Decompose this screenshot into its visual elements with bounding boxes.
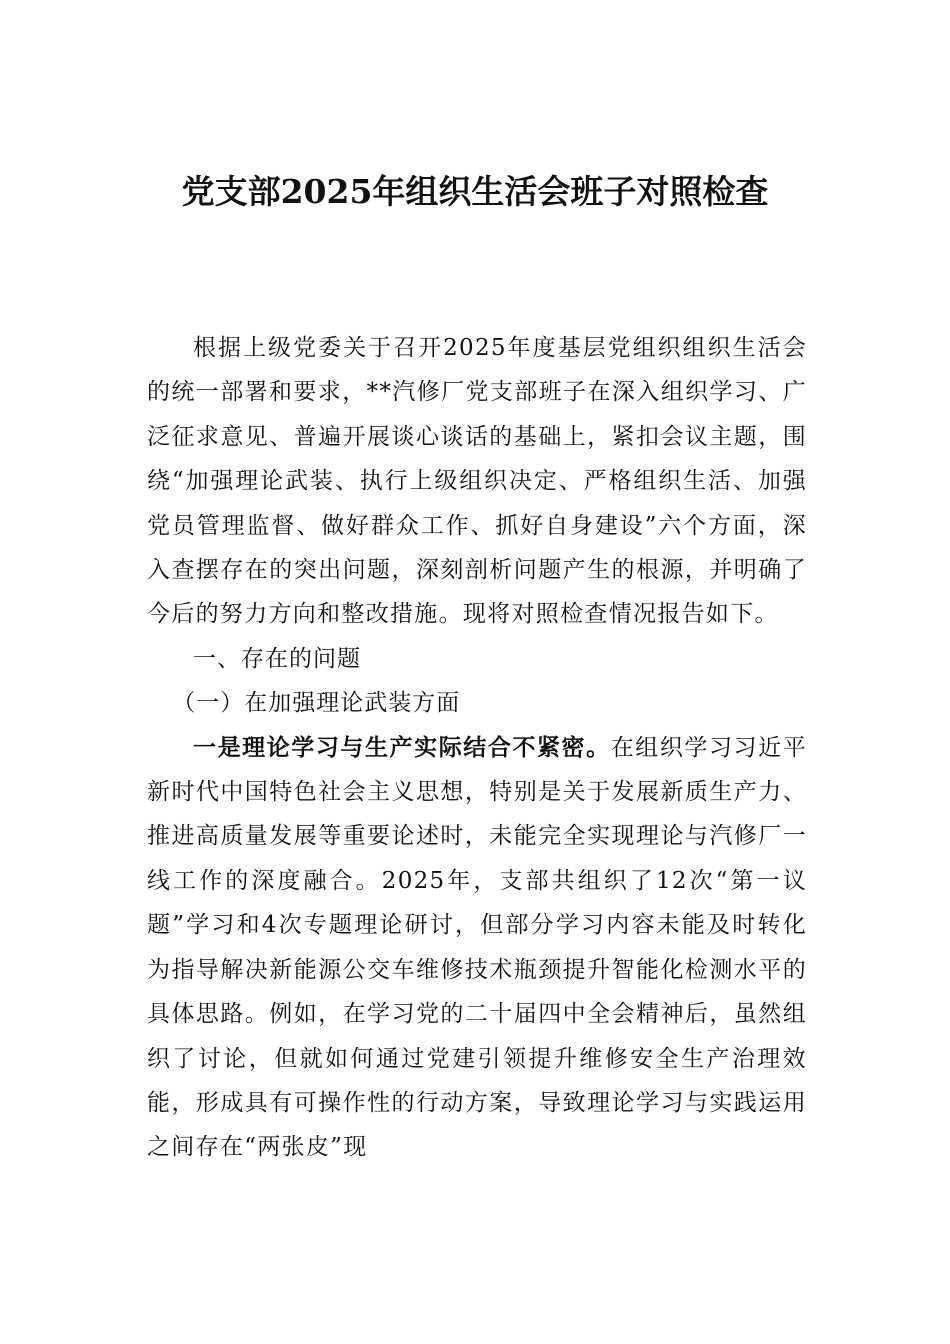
document-title: 党支部2025年组织生活会班子对照检查 [181, 172, 769, 211]
intro-paragraph: 根据上级党委关于召开2025年度基层党组织组织生活会的统一部署和要求，**汽修厂党支部班子在深入组织学习、广泛征求意见、普遍开展谈心谈话的基础上，紧扣会议主题，围绕“加强理论武装、执行上级组织决定、严格组织生活、加强党员管理监督、做好群众工作、抓好自身建设”六个方面，深入查摆存在的突出问题，深刻剖析问题产生的根源，并明确了今后的努力方向和整改措施。现将对照检查情况报告如下。 [147, 335, 807, 628]
point-text-1: 在组织学习习近平新时代中国特色社会主义思想，特别是关于发展新质生产力、推进高质量发展等重要论述时，未能完全实现理论与汽修厂一线工作的深度融合。2025年，支部共组织了12次“第一议题”学习和4次专题理论研讨，但部分学习内容未能及时转化为指导解决新能源公交车维修技术瓶颈提升智能化检测水平的具体思路。例如，在学习党的二十届四中全会精神后，虽然组织了讨论，但就如何通过党建引领提升维修安全生产治理效能，形成具有可操作性的行动方案，导致理论学习与实践运用之间存在“两张皮”现 [147, 734, 807, 1161]
document-body [147, 326, 807, 1170]
subsection-heading-theory: （一）在加强理论武装方面 [172, 690, 461, 717]
section-heading-problems: 一、存在的问题 [193, 645, 361, 672]
point-paragraph-1 [147, 726, 807, 1170]
point-lead-1: 一是理论学习与生产实际结合不紧密。 [193, 734, 611, 761]
